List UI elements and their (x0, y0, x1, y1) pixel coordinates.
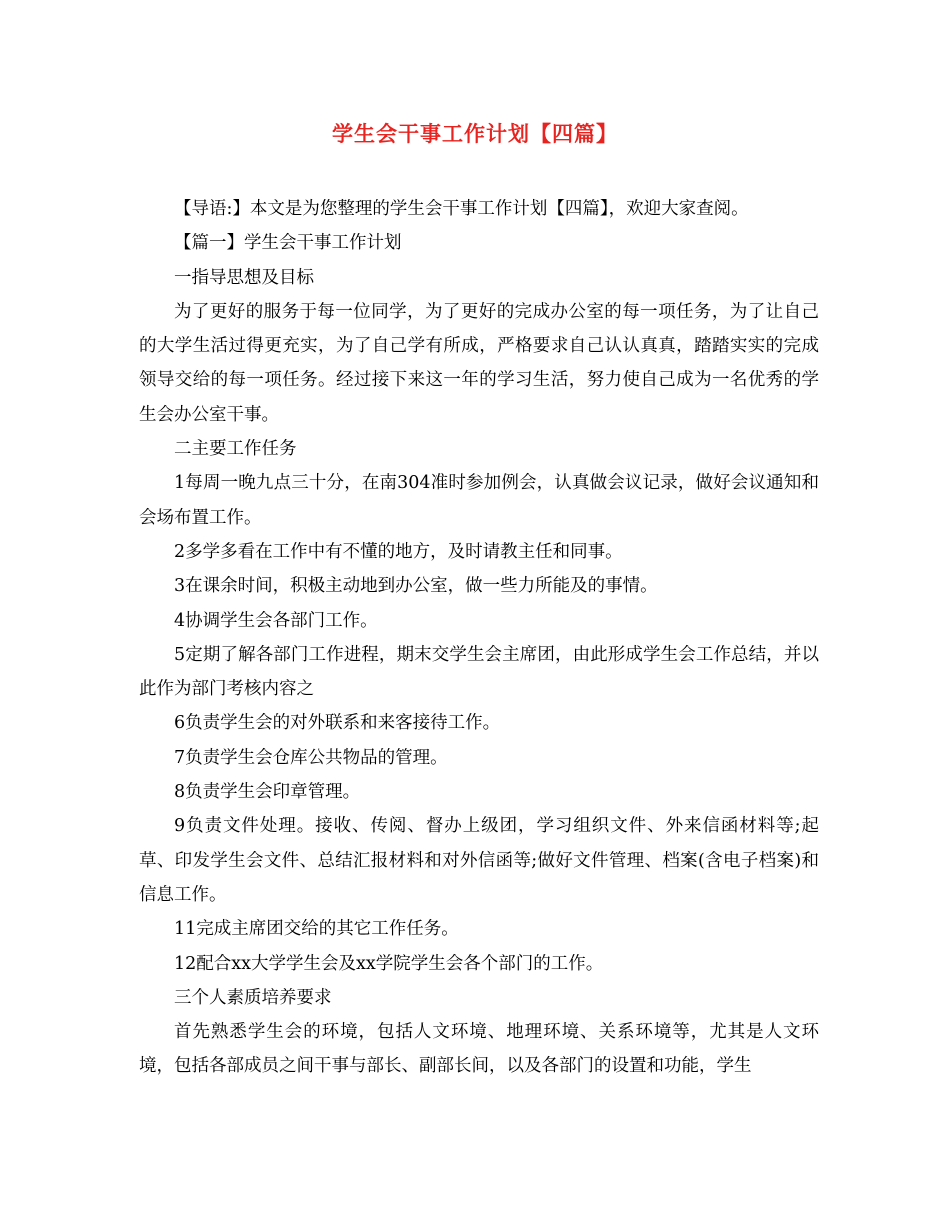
paragraph-heading-quality: 三个人素质培养要求 (174, 987, 332, 1008)
paragraph-task-5: 5定期了解各部门工作进程，期末交学生会主席团，由此形成学生会工作总结，并以此作为部门考核内容之 (139, 644, 819, 700)
paragraph-task-6: 6负责学生会的对外联系和来客接待工作。 (174, 713, 501, 734)
paragraph-task-11: 11完成主席团交给的其它工作任务。 (174, 919, 459, 940)
paragraph-goals: 为了更好的服务于每一位同学，为了更好的完成办公室的每一项任务，为了让自己的大学生活过得更充实，为了自己学有所成，严格要求自己认认真真，踏踏实实的完成领导交给的每一项任务。经过接下来这一年的学习生活，努力使自己成为一名优秀的学生会办公室干事。 (139, 301, 819, 425)
paragraph-heading-guiding: 一指导思想及目标 (174, 267, 314, 288)
paragraph-task-4: 4协调学生会各部门工作。 (174, 610, 378, 631)
paragraph-heading-tasks: 二主要工作任务 (174, 439, 297, 460)
paragraph-task-9: 9负责文件处理。接收、传阅、督办上级团，学习组织文件、外来信函材料等;起草、印发学生会文件、总结汇报材料和对外信函等;做好文件管理、档案(含电子档案)和信息工作。 (139, 816, 819, 905)
document-body (139, 192, 819, 1084)
paragraph-task-7: 7负责学生会仓库公共物品的管理。 (174, 747, 448, 768)
document-title: 学生会干事工作计划【四篇】 (332, 122, 618, 146)
paragraph-task-8: 8负责学生会印章管理。 (174, 782, 361, 803)
paragraph-task-12: 12配合xx大学学生会及xx学院学生会各个部门的工作。 (174, 953, 604, 974)
paragraph-section-1-title: 【篇一】学生会干事工作计划 (174, 233, 402, 254)
paragraph-task-3: 3在课余时间，积极主动地到办公室，做一些力所能及的事情。 (174, 576, 658, 597)
paragraph-task-2: 2多学多看在工作中有不懂的地方，及时请教主任和同事。 (174, 541, 623, 562)
paragraph-task-1: 1每周一晚九点三十分，在南304准时参加例会，认真做会议记录，做好会议通知和会场布置工作。 (139, 473, 819, 528)
paragraph-intro: 【导语:】本文是为您整理的学生会干事工作计划【四篇】，欢迎大家查阅。 (174, 199, 749, 219)
paragraph-quality-1: 首先熟悉学生会的环境，包括人文环境、地理环境、关系环境等，尤其是人文环境，包括各部成员之间干事与部长、副部长间，以及各部门的设置和功能，学生 (139, 1022, 819, 1077)
